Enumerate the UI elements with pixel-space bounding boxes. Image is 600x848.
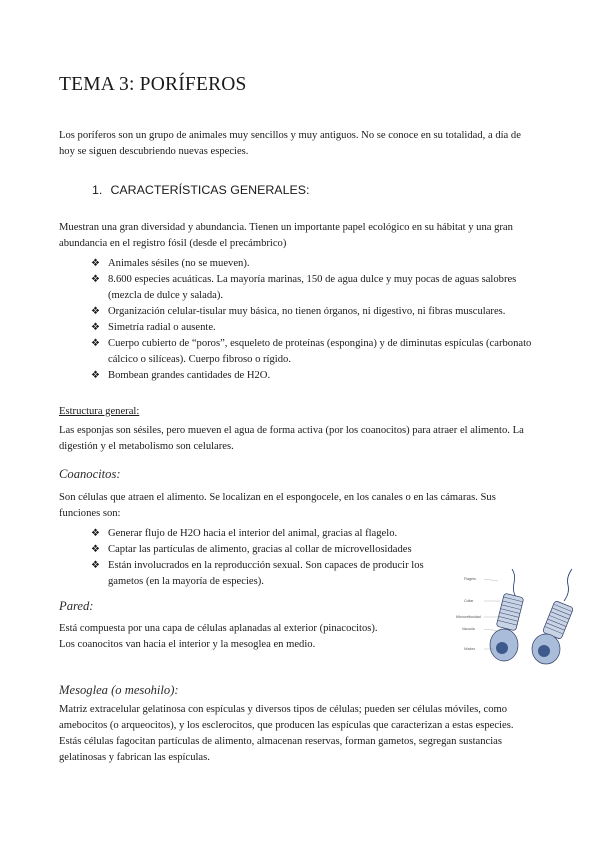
section-1-paragraph: Muestran una gran diversidad y abundancia. Tienen un importante papel ecológico en su hábitat y una gran abundancia en el registro fósil (desde el precámbrico) <box>59 222 513 249</box>
diamond-bullet-icon: ❖ <box>91 338 100 349</box>
section-1-number: 1. <box>92 183 103 197</box>
figure-label: Flagelo <box>464 577 476 581</box>
choanocyte-cell-left <box>490 593 524 661</box>
coanocitos-heading: Coanocitos: <box>59 467 121 481</box>
characteristics-list <box>91 256 541 384</box>
mesoglea-heading: Mesoglea (o mesohilo): <box>59 683 179 697</box>
flagellum-line <box>564 569 572 601</box>
list-item: ❖ Cuerpo cubierto de “poros”, esqueleto de proteínas (espongina) y de diminutas espículas (carbonato cálcico o silíceas). Cuerpo fibroso o rígido. <box>91 338 532 365</box>
diamond-bullet-icon: ❖ <box>91 544 100 555</box>
list-item: ❖ Animales sésiles (no se mueven). <box>91 256 541 272</box>
list-item: ❖ Están involucrados en la reproducción sexual. Son capaces de producir los gametos (en la mayoría de especies). <box>91 560 424 587</box>
diamond-bullet-icon: ❖ <box>91 322 100 333</box>
pared-line-1: Está compuesta por una capa de células aplanadas al exterior (pinacocitos). <box>59 623 378 634</box>
figure-label: Núcleo <box>464 647 476 651</box>
coanocitos-paragraph: Son células que atraen el alimento. Se localizan en el espongocele, en los canales o en las cámaras. Sus funciones son: <box>59 492 496 519</box>
figure-label: Collar <box>464 599 474 603</box>
diamond-bullet-icon: ❖ <box>91 258 100 269</box>
list-item: ❖ Organización celular-tisular muy básica, no tienen órganos, ni digestivo, ni fibras musculares. <box>91 304 541 320</box>
list-item: ❖ Generar flujo de H2O hacia el interior del animal, gracias al flagelo. <box>91 526 451 542</box>
diamond-bullet-icon: ❖ <box>91 306 100 317</box>
figure-label: Microvellosidad <box>456 615 481 619</box>
intro-paragraph: Los poríferos son un grupo de animales muy sencillos y muy antiguos. No se conoce en su totalidad, a día de hoy se siguen descubriendo nuevas especies. <box>59 130 521 157</box>
list-item: ❖ 8.600 especies acuáticas. La mayoría marinas, 150 de agua dulce y muy pocas de aguas salobres (mezcla de dulce y salada). <box>91 274 517 301</box>
list-item: ❖ Captar las partículas de alimento, gracias al collar de microvellosidades <box>91 542 451 558</box>
diamond-bullet-icon: ❖ <box>91 528 100 539</box>
list-item: ❖ Simetría radial o ausente. <box>91 320 541 336</box>
choanocyte-illustration <box>454 563 584 665</box>
structure-paragraph: Las esponjas son sésiles, pero mueven el agua de forma activa (por los coanocitos) para atraer el alimento. La digestión y el metabolismo son celulares. <box>59 425 524 452</box>
choanocyte-cell-right <box>532 600 574 664</box>
diamond-bullet-icon: ❖ <box>91 560 100 571</box>
pared-line-2: Los coanocitos van hacia el interior y la mesoglea en medio. <box>59 639 316 650</box>
pared-heading: Pared: <box>59 599 94 613</box>
figure-label: Vacuola <box>462 627 475 631</box>
page-title: TEMA 3: PORÍFEROS <box>59 74 247 95</box>
diamond-bullet-icon: ❖ <box>91 274 100 285</box>
section-1-heading <box>92 183 309 197</box>
coanocitos-functions-list <box>91 526 451 590</box>
flagellum-line <box>512 569 516 597</box>
mesoglea-paragraph: Matriz extracelular gelatinosa con espículas y diversos tipos de células; pueden ser células móviles, como amebocitos (o arqueocitos), y los esclerocitos, que producen las espículas que caracterizan a estas especies. Estás células fagocitan partículas de alimento, almacenan reservas, forman gametos, segregan sustancias gelatinosas y fabrican las espículas. <box>59 704 514 763</box>
structure-heading: Estructura general: <box>59 406 140 417</box>
diamond-bullet-icon: ❖ <box>91 370 100 381</box>
section-1-title: CARACTERÍSTICAS GENERALES: <box>110 183 310 197</box>
list-item: ❖ Bombean grandes cantidades de H2O. <box>91 368 541 384</box>
